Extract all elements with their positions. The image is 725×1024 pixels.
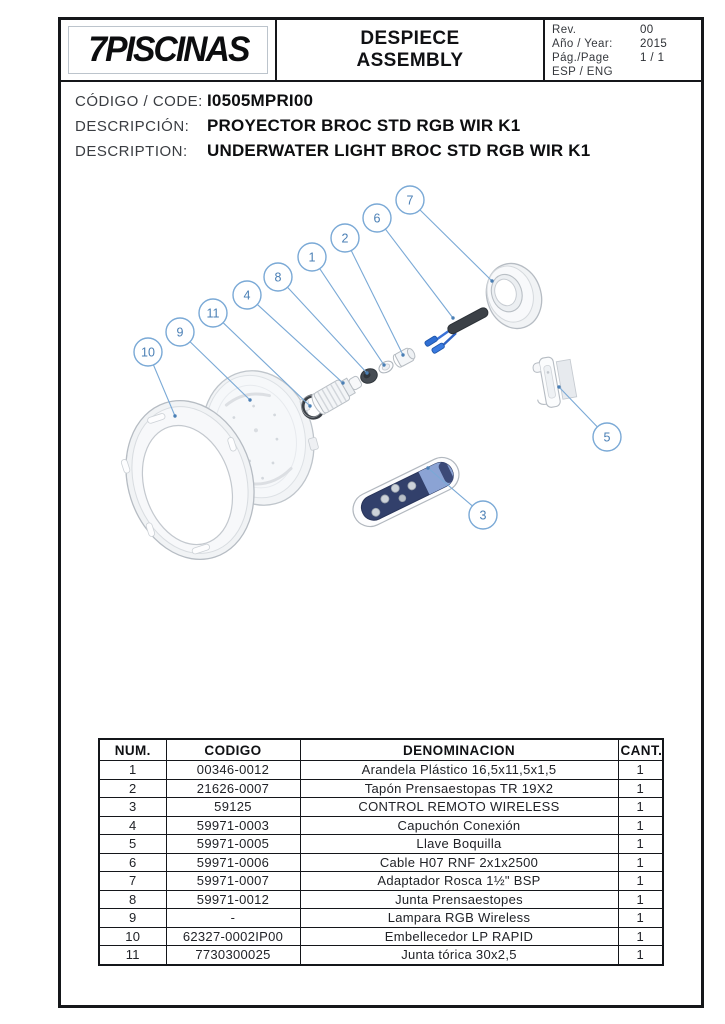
lang-label: ESP / ENG	[552, 66, 613, 78]
title-en: ASSEMBLY	[356, 50, 464, 71]
svg-text:4: 4	[243, 288, 251, 303]
table-cell: 5	[99, 835, 166, 854]
description-en-value: UNDERWATER LIGHT BROC STD RGB WIR K1	[207, 141, 591, 160]
col-num: NUM.	[99, 739, 166, 761]
table-cell: Embellecedor LP RAPID	[300, 927, 618, 946]
rev-label: Rev.	[552, 24, 577, 36]
table-cell: Lampara RGB Wireless	[300, 909, 618, 928]
table-cell: Arandela Plástico 16,5x11,5x1,5	[300, 761, 618, 780]
callout-3	[426, 466, 497, 529]
table-row	[99, 872, 663, 891]
svg-text:9: 9	[176, 325, 184, 340]
callout-5	[557, 385, 621, 451]
part-nozzle-key	[531, 353, 578, 409]
table-cell: 1	[99, 761, 166, 780]
svg-text:3: 3	[479, 508, 487, 523]
table-cell: 00346-0012	[166, 761, 300, 780]
table-row	[99, 816, 663, 835]
table-cell: 2	[99, 779, 166, 798]
table-cell: 1	[618, 872, 663, 891]
table-cell: 1	[618, 761, 663, 780]
callout-2	[331, 224, 405, 357]
col-codigo: CODIGO	[166, 739, 300, 761]
callout-4	[233, 281, 345, 385]
table-cell: 1	[618, 909, 663, 928]
page-value: 1 / 1	[640, 52, 665, 64]
table-cell: 8	[99, 890, 166, 909]
table-row	[99, 890, 663, 909]
year-label: Año / Year:	[552, 38, 613, 50]
table-row	[99, 779, 663, 798]
table-cell: 4	[99, 816, 166, 835]
code-label: CÓDIGO / CODE:	[75, 93, 203, 110]
table-cell: Adaptador Rosca 1½" BSP	[300, 872, 618, 891]
table-cell: Cable H07 RNF 2x1x2500	[300, 853, 618, 872]
table-row	[99, 946, 663, 965]
svg-text:10: 10	[141, 345, 155, 360]
svg-text:8: 8	[274, 270, 282, 285]
table-cell: Junta Prensaestopes	[300, 890, 618, 909]
table-cell: 1	[618, 890, 663, 909]
table-row	[99, 798, 663, 817]
table-row	[99, 761, 663, 780]
table-cell: -	[166, 909, 300, 928]
col-denominacion: DENOMINACION	[300, 739, 618, 761]
table-cell: 62327-0002IP00	[166, 927, 300, 946]
brand-logo: 7PISCINAS	[87, 30, 249, 69]
table-cell: 1	[618, 798, 663, 817]
parts-table-head	[99, 739, 663, 761]
table-cell: 7	[99, 872, 166, 891]
table-cell: 59971-0006	[166, 853, 300, 872]
svg-text:5: 5	[603, 430, 611, 445]
table-cell: 1	[618, 835, 663, 854]
part-plastic-washer	[377, 359, 395, 376]
table-cell: 59971-0012	[166, 890, 300, 909]
table-cell: 10	[99, 927, 166, 946]
table-cell: 1	[618, 927, 663, 946]
description-en-label: DESCRIPTION:	[75, 143, 188, 160]
description-es-label: DESCRIPCIÓN:	[75, 118, 190, 135]
callout-10	[134, 338, 177, 418]
table-cell: CONTROL REMOTO WIRELESS	[300, 798, 618, 817]
table-row	[99, 835, 663, 854]
table-row	[99, 853, 663, 872]
parts-table	[98, 738, 664, 966]
table-cell: 59971-0007	[166, 872, 300, 891]
svg-text:6: 6	[373, 211, 381, 226]
table-row	[99, 927, 663, 946]
callout-1	[298, 243, 386, 367]
table-cell: 1	[618, 816, 663, 835]
table-row	[99, 909, 663, 928]
part-cable	[424, 306, 489, 354]
rev-value: 00	[640, 24, 654, 36]
svg-text:7: 7	[406, 193, 414, 208]
parts-table-body	[99, 761, 663, 965]
svg-text:11: 11	[206, 306, 220, 321]
table-cell: 7730300025	[166, 946, 300, 965]
col-cant: CANT.	[618, 739, 663, 761]
svg-text:1: 1	[308, 250, 316, 265]
part-remote-control	[347, 452, 464, 533]
table-cell: 6	[99, 853, 166, 872]
table-cell: 1	[618, 779, 663, 798]
description-es-value: PROYECTOR BROC STD RGB WIR K1	[207, 116, 521, 135]
table-cell: 59125	[166, 798, 300, 817]
page-label: Pág./Page	[552, 52, 610, 64]
table-cell: 9	[99, 909, 166, 928]
year-value: 2015	[640, 38, 668, 50]
table-cell: 11	[99, 946, 166, 965]
callout-7	[396, 186, 494, 283]
table-cell: Junta tórica 30x2,5	[300, 946, 618, 965]
callout-9	[166, 318, 252, 402]
table-cell: Capuchón Conexión	[300, 816, 618, 835]
part-thread-adapter	[478, 256, 550, 335]
code-value: I0505MPRI00	[207, 91, 314, 110]
table-cell: 1	[618, 853, 663, 872]
table-cell: Tapón Prensaestopas TR 19X2	[300, 779, 618, 798]
table-cell: 59971-0005	[166, 835, 300, 854]
table-cell: 3	[99, 798, 166, 817]
table-cell: 59971-0003	[166, 816, 300, 835]
svg-text:2: 2	[341, 231, 349, 246]
part-gland-plug	[391, 346, 417, 369]
table-header-row	[99, 739, 663, 761]
table-cell: 1	[618, 946, 663, 965]
table-cell: Llave Boquilla	[300, 835, 618, 854]
table-cell: 21626-0007	[166, 779, 300, 798]
title-es: DESPIECE	[360, 27, 460, 49]
